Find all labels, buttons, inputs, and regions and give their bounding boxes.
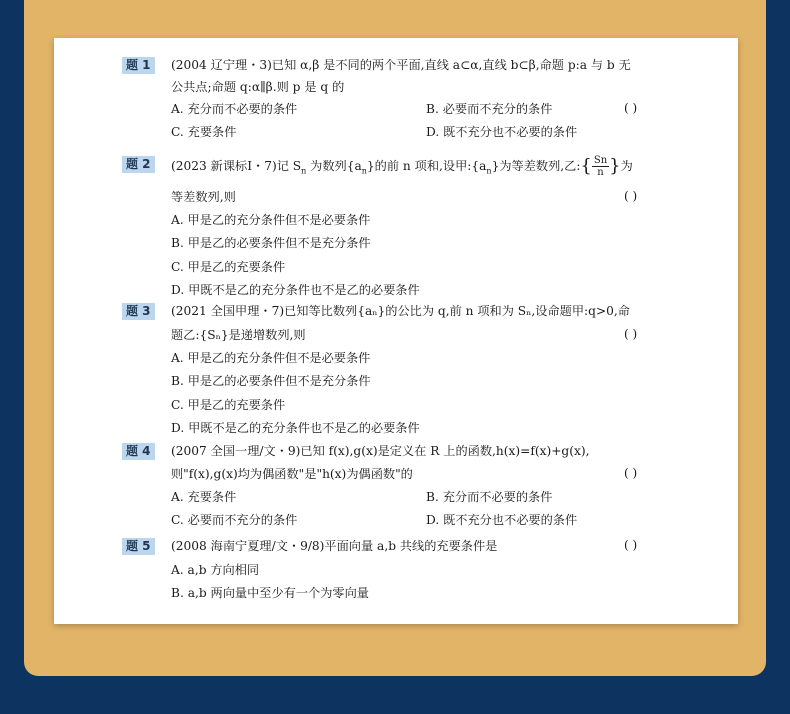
question-badge: 题 5 <box>122 538 155 555</box>
answer-blank: ( ) <box>624 189 638 203</box>
option-b: B. 必要而不充分的条件 <box>426 102 553 116</box>
question-stem-cont: 公共点;命题 q:α∥β.则 p 是 q 的 <box>171 80 345 94</box>
option-a: A. 充分而不必要的条件 <box>171 102 298 116</box>
option-c: C. 必要而不充分的条件 <box>171 513 298 527</box>
question-stem-cont: 则"f(x),g(x)均为偶函数"是"h(x)为偶函数"的 <box>171 467 413 481</box>
question-badge: 题 3 <box>122 303 155 320</box>
question-stem: (2008 海南宁夏理/文・9/8)平面向量 a,b 共线的充要条件是 <box>171 539 498 553</box>
option-a: A. 充要条件 <box>171 490 237 504</box>
answer-blank: ( ) <box>624 101 638 115</box>
option-b: B. 充分而不必要的条件 <box>426 490 553 504</box>
option-d: D. 甲既不是乙的充分条件也不是乙的必要条件 <box>171 421 420 435</box>
fraction-sn-over-n: $\frac{Sn}{n}$ <box>593 155 608 178</box>
question-stem-cont: 题乙:{Sₙ}是递增数列,则 <box>171 328 306 342</box>
question-stem: (2023 新课标Ⅰ・7)记 $S_n$ 为数列$\{a_n\}$的前 n 项和,设甲$:\{a_n\}$为等差数列,乙:{ $\frac{Sn}{n}$ }为 <box>171 155 633 178</box>
option-a: A. 甲是乙的充分条件但不是必要条件 <box>171 351 371 365</box>
option-d: D. 既不充分也不必要的条件 <box>426 513 578 527</box>
option-a: A. 甲是乙的充分条件但不是必要条件 <box>171 213 371 227</box>
answer-blank: ( ) <box>624 327 638 341</box>
option-a: A. a,b 方向相同 <box>171 563 260 577</box>
option-b: B. a,b 两向量中至少有一个为零向量 <box>171 586 369 600</box>
answer-blank: ( ) <box>624 538 638 552</box>
answer-blank: ( ) <box>624 466 638 480</box>
exam-page <box>54 38 738 624</box>
option-b: B. 甲是乙的必要条件但不是充分条件 <box>171 236 371 250</box>
option-c: C. 甲是乙的充要条件 <box>171 398 286 412</box>
question-stem: (2021 全国甲理・7)已知等比数列{aₙ}的公比为 q,前 n 项和为 Sₙ,设命题甲:q>0,命 <box>171 304 630 318</box>
question-badge: 题 2 <box>122 156 155 173</box>
option-c: C. 甲是乙的充要条件 <box>171 260 286 274</box>
question-stem: (2007 全国一理/文・9)已知 f(x),g(x)是定义在 R 上的函数,h(x)=f(x)+g(x), <box>171 444 590 458</box>
question-stem-cont: 等差数列,则 <box>171 190 236 204</box>
option-d: D. 既不充分也不必要的条件 <box>426 125 578 139</box>
question-badge: 题 1 <box>122 57 155 74</box>
question-stem: (2004 辽宁理・3)已知 α,β 是不同的两个平面,直线 a⊂α,直线 b⊂β,命题 p:a 与 b 无 <box>171 58 631 72</box>
question-badge: 题 4 <box>122 443 155 460</box>
option-d: D. 甲既不是乙的充分条件也不是乙的必要条件 <box>171 283 420 297</box>
option-b: B. 甲是乙的必要条件但不是充分条件 <box>171 374 371 388</box>
option-c: C. 充要条件 <box>171 125 237 139</box>
